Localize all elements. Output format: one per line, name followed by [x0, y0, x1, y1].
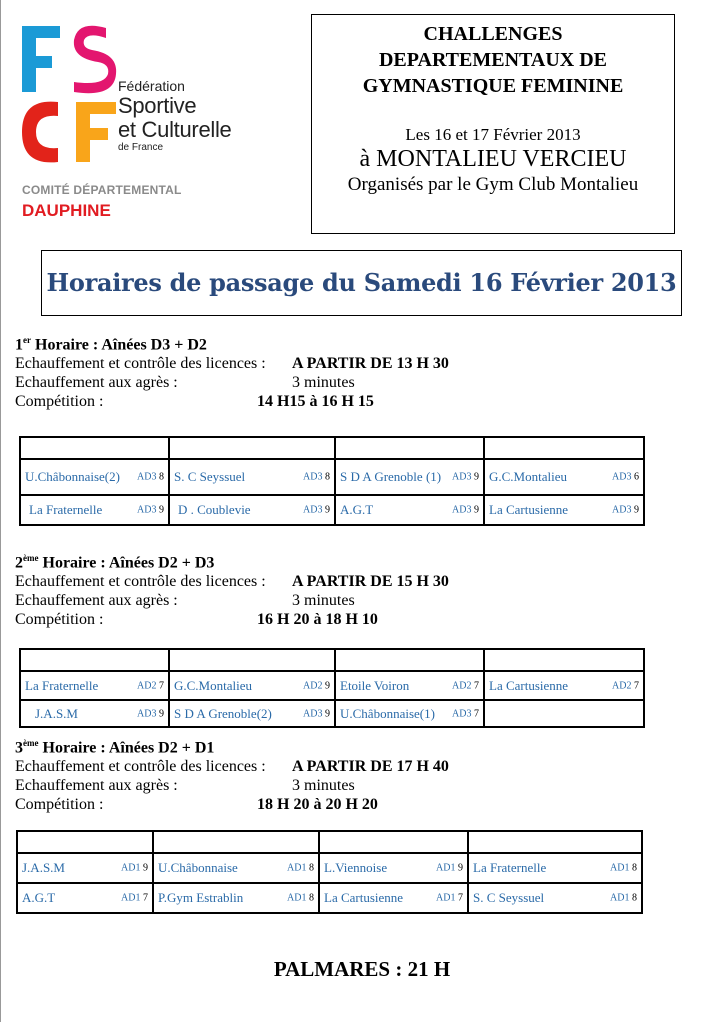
table-row — [20, 671, 644, 700]
event-title-line2: DEPARTEMENTAUX DE — [378, 49, 607, 71]
club-cell — [335, 671, 484, 700]
category-badge — [436, 863, 463, 874]
category-badge — [287, 863, 314, 874]
category-code: AD3 — [452, 504, 474, 516]
team-count: 7 — [474, 680, 479, 691]
team-count: 9 — [325, 680, 330, 691]
club-cell — [20, 459, 169, 495]
header-cell — [319, 831, 468, 853]
session-table — [19, 436, 645, 526]
club-name: S. C Seyssuel — [174, 469, 246, 484]
team-count: 8 — [632, 862, 637, 874]
category-badge — [303, 680, 330, 691]
category-code: AD3 — [612, 471, 634, 483]
club-cell — [169, 700, 335, 727]
event-title-line3: GYMNASTIQUE FEMININE — [362, 75, 624, 97]
apparatus-time: 3 minutes — [292, 592, 355, 609]
comite-label: COMITÉ DÉPARTEMENTAL — [22, 183, 182, 197]
header-cell — [335, 437, 484, 459]
header-cell — [468, 831, 642, 853]
team-count: 8 — [309, 862, 314, 874]
event-title-line1: CHALLENGES — [423, 23, 563, 45]
category-code: AD3 — [303, 504, 325, 516]
header-cell — [335, 649, 484, 671]
club-cell — [169, 459, 335, 495]
club-cell — [484, 671, 644, 700]
club-name: U.Châbonnaise — [158, 860, 238, 875]
team-count: 8 — [159, 471, 164, 483]
table-row — [20, 700, 644, 727]
club-cell — [484, 495, 644, 525]
category-badge — [452, 472, 479, 483]
club-cell — [153, 853, 319, 883]
fscf-line3: et Culturelle — [118, 117, 232, 142]
team-count: 9 — [458, 862, 463, 874]
session-ordinal: ème — [23, 738, 39, 748]
category-code: AD3 — [612, 504, 634, 516]
category-badge — [303, 708, 330, 719]
club-cell — [169, 495, 335, 525]
session-ordinal: er — [23, 335, 31, 345]
club-cell — [319, 853, 468, 883]
table-row — [20, 459, 644, 495]
fscf-line2: Sportive — [118, 93, 197, 118]
category-code: AD1 — [436, 892, 458, 904]
club-name: U.Châbonnaise(1) — [340, 705, 435, 721]
category-code: AD1 — [287, 862, 309, 874]
category-badge — [121, 863, 148, 874]
category-code: AD3 — [137, 708, 159, 719]
club-name: L.Viennoise — [324, 860, 388, 875]
category-badge — [452, 680, 479, 691]
club-name: J.A.S.M — [35, 705, 78, 721]
event-header-box — [311, 14, 675, 234]
session-title: 3ème Horaire : Aînées D2 + D1 — [15, 738, 215, 757]
licence-time: A PARTIR DE 17 H 40 — [292, 758, 449, 775]
category-code: AD1 — [436, 862, 458, 874]
team-count: 9 — [474, 471, 479, 483]
competition-time: 14 H15 à 16 H 15 — [257, 393, 374, 410]
category-code: AD1 — [121, 892, 143, 904]
fscf-line1: Fédération — [118, 78, 185, 94]
apparatus-label: Echauffement aux agrès : — [15, 592, 178, 609]
club-name: S D A Grenoble(2) — [174, 705, 272, 721]
category-code: AD2 — [303, 680, 325, 691]
category-badge — [303, 505, 330, 516]
session-title: 1er Horaire : Aînées D3 + D2 — [15, 335, 207, 354]
header-cell — [169, 437, 335, 459]
category-badge — [121, 893, 148, 904]
club-name: S. C Seyssuel — [473, 890, 545, 905]
club-name: G.C.Montalieu — [489, 469, 567, 484]
category-code: AD2 — [137, 680, 159, 691]
club-cell — [20, 671, 169, 700]
category-code: AD3 — [303, 471, 325, 483]
session-ordinal: ème — [23, 553, 39, 563]
club-name: D . Coublevie — [178, 502, 251, 517]
licence-time: A PARTIR DE 15 H 30 — [292, 573, 449, 590]
club-cell — [468, 883, 642, 913]
category-code: AD3 — [137, 471, 159, 483]
category-badge — [612, 472, 639, 483]
category-code: AD3 — [452, 471, 474, 483]
table-header-row — [20, 649, 644, 671]
club-cell — [169, 671, 335, 700]
table-row — [17, 853, 642, 883]
team-count: 7 — [458, 892, 463, 904]
club-cell — [153, 883, 319, 913]
region-label: DAUPHINE — [22, 201, 111, 220]
schedule-banner: Horaires de passage du Samedi 16 Février 2013 — [41, 250, 682, 316]
club-name: La Cartusienne — [489, 677, 569, 693]
event-organizer: Organisés par le Gym Club Montalieu — [347, 174, 639, 195]
category-badge — [452, 708, 479, 719]
apparatus-label: Echauffement aux agrès : — [15, 374, 178, 391]
header-cell — [484, 437, 644, 459]
category-badge — [137, 472, 164, 483]
session-table — [16, 830, 643, 914]
competition-label: Compétition : — [15, 611, 104, 628]
competition-label: Compétition : — [15, 796, 104, 813]
club-cell — [335, 495, 484, 525]
header-cell — [20, 649, 169, 671]
category-code: AD1 — [287, 892, 309, 904]
team-count: 8 — [325, 471, 330, 483]
team-count: 7 — [634, 680, 639, 691]
header-cell — [20, 437, 169, 459]
club-name: S D A Grenoble (1) — [340, 469, 442, 484]
category-badge — [452, 505, 479, 516]
club-cell — [484, 459, 644, 495]
header-cell — [153, 831, 319, 853]
club-name: A.G.T — [22, 890, 56, 905]
team-count: 9 — [474, 504, 479, 516]
team-count: 9 — [159, 504, 164, 516]
club-name: G.C.Montalieu — [174, 677, 252, 693]
club-cell — [468, 853, 642, 883]
session-title: 2ème Horaire : Aînées D2 + D3 — [15, 553, 215, 572]
table-row — [17, 883, 642, 913]
fscf-name — [118, 78, 232, 154]
club-name: U.Châbonnaise(2) — [25, 469, 120, 484]
club-name: La Fraternelle — [29, 502, 103, 517]
competition-label: Compétition : — [15, 393, 104, 410]
session-table — [19, 648, 645, 728]
competition-time: 16 H 20 à 18 H 10 — [257, 611, 378, 628]
category-code: AD1 — [121, 862, 143, 874]
category-badge — [287, 893, 314, 904]
competition-time: 18 H 20 à 20 H 20 — [257, 796, 378, 813]
club-name: P.Gym Estrablin — [158, 890, 244, 905]
club-cell — [319, 883, 468, 913]
club-name: La Cartusienne — [324, 890, 404, 905]
apparatus-time: 3 minutes — [292, 374, 355, 391]
category-badge — [610, 893, 637, 904]
team-count: 9 — [159, 708, 164, 719]
club-name: Etoile Voiron — [340, 677, 410, 693]
event-place: à MONTALIEU VERCIEU — [359, 146, 627, 172]
club-name: La Cartusienne — [489, 502, 569, 517]
category-code: AD3 — [303, 708, 325, 719]
club-name: La Fraternelle — [25, 677, 99, 693]
header-cell — [484, 649, 644, 671]
team-count: 7 — [159, 680, 164, 691]
category-badge — [137, 505, 164, 516]
club-cell — [335, 459, 484, 495]
category-code: AD3 — [452, 708, 474, 719]
apparatus-label: Echauffement aux agrès : — [15, 777, 178, 794]
club-cell — [20, 495, 169, 525]
team-count: 7 — [474, 708, 479, 719]
table-header-row — [20, 437, 644, 459]
club-cell — [17, 853, 153, 883]
header-cell — [169, 649, 335, 671]
team-count: 9 — [325, 504, 330, 516]
team-count: 7 — [143, 892, 148, 904]
category-badge — [303, 472, 330, 483]
palmares: PALMARES : 21 H — [273, 957, 451, 981]
category-code: AD1 — [610, 892, 632, 904]
team-count: 9 — [634, 504, 639, 516]
club-cell — [17, 883, 153, 913]
category-code: AD3 — [137, 504, 159, 516]
table-header-row — [17, 831, 642, 853]
club-name: La Fraternelle — [473, 860, 547, 875]
fscf-line4: de France — [118, 142, 164, 153]
table-row — [20, 495, 644, 525]
category-code: AD2 — [452, 680, 474, 691]
category-badge — [612, 505, 639, 516]
team-count: 8 — [632, 892, 637, 904]
club-cell — [20, 700, 169, 727]
category-badge — [137, 680, 164, 691]
category-badge — [610, 863, 637, 874]
licence-label: Echauffement et contrôle des licences : — [15, 573, 266, 590]
fscf-logo-mark — [18, 18, 128, 168]
team-count: 6 — [634, 471, 639, 483]
licence-time: A PARTIR DE 13 H 30 — [292, 355, 449, 372]
team-count: 9 — [143, 862, 148, 874]
header-cell — [17, 831, 153, 853]
category-code: AD2 — [612, 680, 634, 691]
category-badge — [137, 708, 164, 719]
licence-label: Echauffement et contrôle des licences : — [15, 355, 266, 372]
club-name: J.A.S.M — [22, 860, 65, 875]
category-code: AD1 — [610, 862, 632, 874]
club-cell — [484, 700, 644, 727]
team-count: 8 — [309, 892, 314, 904]
apparatus-time: 3 minutes — [292, 777, 355, 794]
event-dates: Les 16 et 17 Février 2013 — [405, 125, 581, 144]
category-badge — [612, 680, 639, 691]
category-badge — [436, 893, 463, 904]
club-cell — [335, 700, 484, 727]
club-name: A.G.T — [340, 502, 374, 517]
licence-label: Echauffement et contrôle des licences : — [15, 758, 266, 775]
team-count: 9 — [325, 708, 330, 719]
